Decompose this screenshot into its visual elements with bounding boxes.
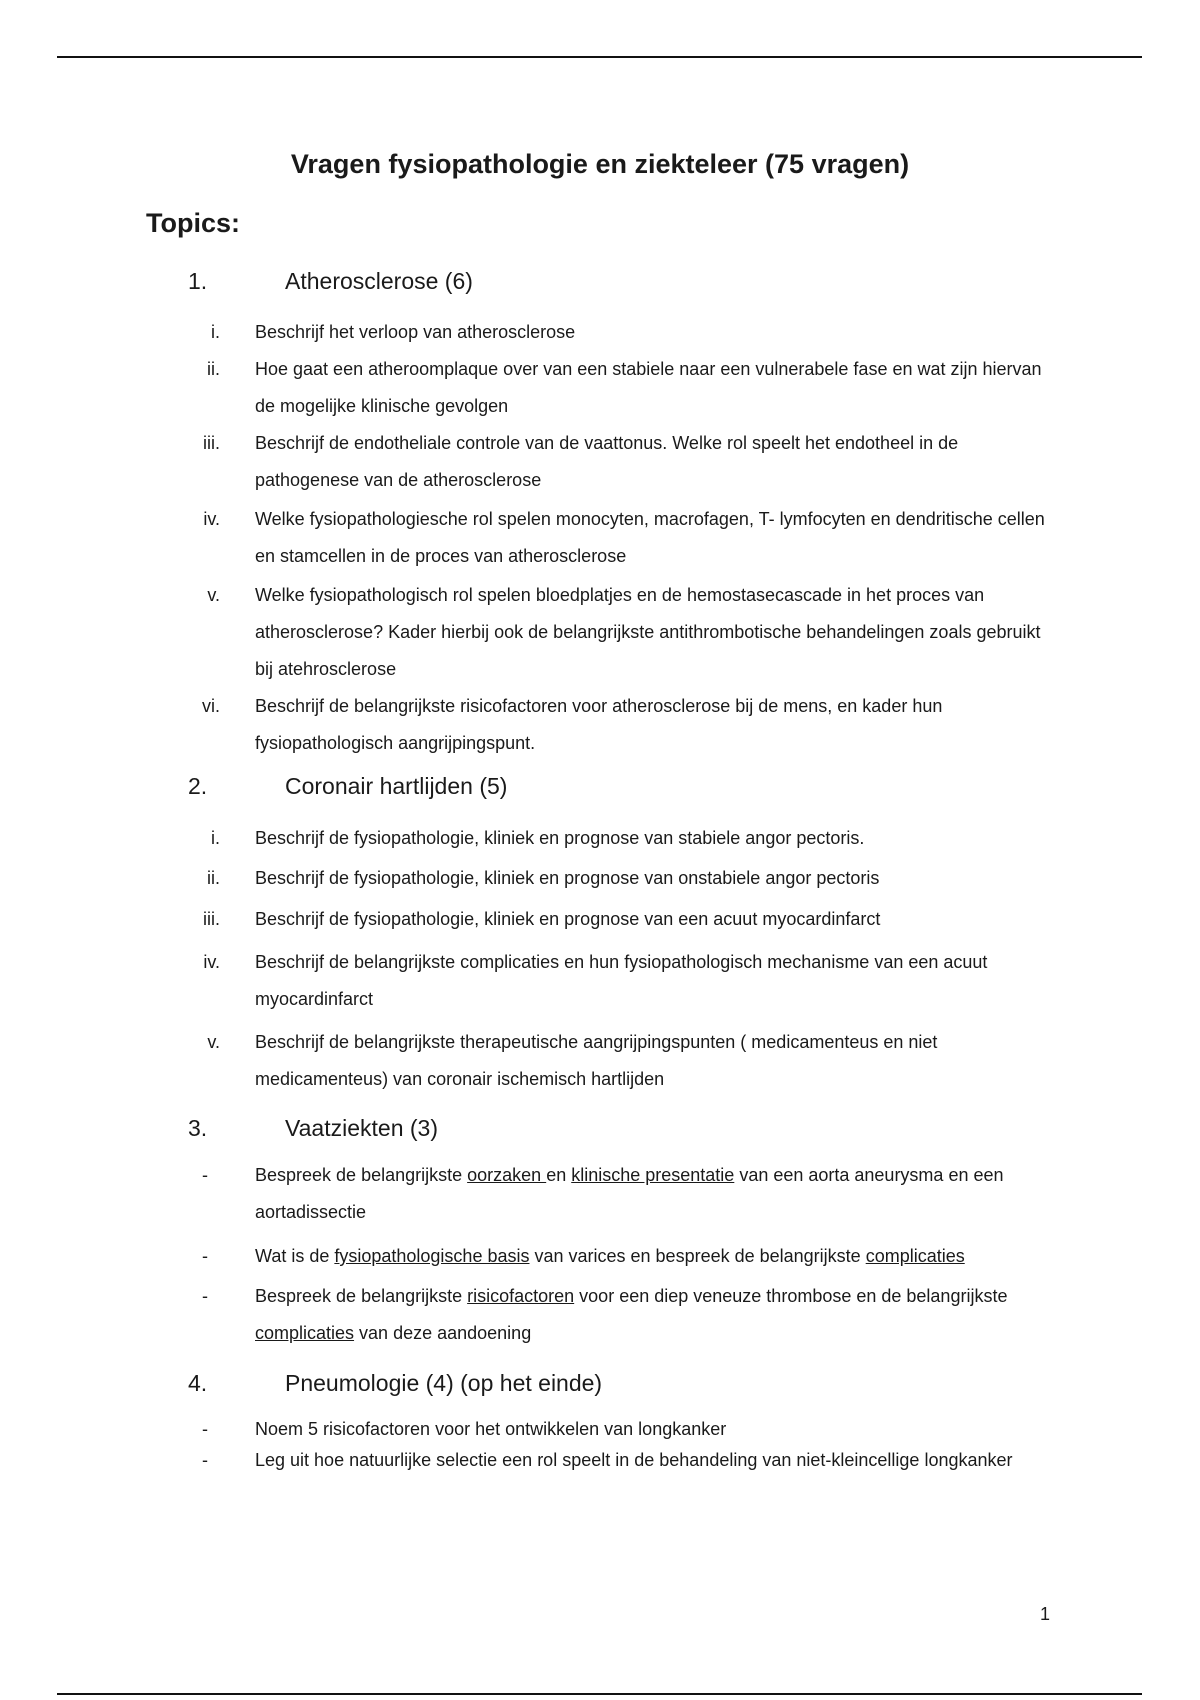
text-segment: Bespreek de belangrijkste (255, 1286, 468, 1306)
list-marker: i. (211, 322, 220, 342)
section-title: Vaatziekten (3) (285, 1115, 438, 1141)
text-segment: Wat is de (255, 1246, 335, 1266)
text-segment: van varices en bespreek de belangrijkste (529, 1246, 866, 1266)
question-text: Noem 5 risicofactoren voor het ontwikkelen van longkanker (255, 1419, 727, 1439)
list-marker: ii. (207, 868, 220, 888)
list-marker: v. (207, 585, 220, 605)
list-marker: ii. (207, 359, 220, 379)
header-rule (57, 56, 1142, 58)
document-title: Vragen fysiopathologie en ziekteleer (75 vragen) (290, 149, 910, 179)
question-text: Beschrijf de belangrijkste therapeutische aangrijpingspunten ( medicamenteus en niet medicamenteus) van coronair ischemisch hartlijden (255, 1032, 938, 1089)
list-marker: - (202, 1419, 208, 1439)
section-number: 1. (188, 268, 208, 294)
list-marker: iii. (203, 433, 220, 453)
underlined-term: fysiopathologische basis (334, 1246, 530, 1266)
text-segment: voor een diep veneuze thrombose en de belangrijkste (574, 1286, 1008, 1306)
question-text: Welke fysiopathologisch rol spelen bloedplatjes en de hemostasecascade in het proces van atherosclerose? Kader hierbij ook de belangrijkste antithrombotische behandelingen zoals gebruikt bij atehrosclerose (255, 585, 1041, 679)
list-marker: iv. (203, 509, 220, 529)
section-number: 3. (188, 1115, 208, 1141)
list-marker: iii. (203, 909, 220, 929)
question-text: Beschrijf de belangrijkste complicaties en hun fysiopathologisch mechanisme van een acuut myocardinfarct (255, 952, 988, 1009)
page-number: 1 (1040, 1604, 1051, 1624)
question-text: Beschrijf de endotheliale controle van de vaattonus. Welke rol speelt het endotheel in de pathogenese van de atherosclerose (255, 433, 959, 490)
footer-rule (57, 1693, 1142, 1695)
underlined-term: complicaties (865, 1246, 965, 1266)
question-text: Beschrijf de fysiopathologie, kliniek en prognose van stabiele angor pectoris. (255, 828, 865, 848)
question-text: Welke fysiopathologiesche rol spelen monocyten, macrofagen, T- lymfocyten en dendritische cellen en stamcellen in de proces van atherosclerose (255, 509, 1045, 566)
list-marker: - (202, 1450, 208, 1470)
list-marker: vi. (202, 696, 220, 716)
list-marker: - (202, 1286, 208, 1306)
question-text: Beschrijf de fysiopathologie, kliniek en prognose van een acuut myocardinfarct (255, 909, 881, 929)
underlined-term: oorzaken (467, 1165, 547, 1185)
question-text: Hoe gaat een atheroomplaque over van een stabiele naar een vulnerabele fase en wat zijn hiervan de mogelijke klinische gevolgen (255, 359, 1042, 416)
text-segment: van deze aandoening (354, 1323, 532, 1343)
section-title: Coronair hartlijden (5) (285, 773, 508, 799)
underlined-term: risicofactoren (467, 1286, 575, 1306)
underlined-term: klinische presentatie (571, 1165, 735, 1185)
section-number: 4. (188, 1370, 208, 1396)
question-text (255, 1278, 1055, 1352)
text-segment: en (546, 1165, 572, 1185)
section-title: Atherosclerose (6) (285, 268, 473, 294)
text-segment: van een aorta aneurysma en een aortadissectie (255, 1165, 1004, 1222)
section-title: Pneumologie (4) (op het einde) (285, 1370, 603, 1396)
underlined-term: complicaties (255, 1323, 355, 1343)
question-text (255, 1238, 1055, 1275)
list-marker: iv. (203, 952, 220, 972)
question-text: Beschrijf de fysiopathologie, kliniek en prognose van onstabiele angor pectoris (255, 868, 880, 888)
section-number: 2. (188, 773, 208, 799)
list-marker: - (202, 1246, 208, 1266)
question-text: Beschrijf de belangrijkste risicofactoren voor atherosclerose bij de mens, en kader hun fysiopathologisch aangrijpingspunt. (255, 696, 943, 753)
question-text: Leg uit hoe natuurlijke selectie een rol speelt in de behandeling van niet-kleincellige longkanker (255, 1450, 1013, 1470)
list-marker: - (202, 1165, 208, 1185)
list-marker: i. (211, 828, 220, 848)
list-marker: v. (207, 1032, 220, 1052)
text-segment: Bespreek de belangrijkste (255, 1165, 468, 1185)
topics-label: Topics: (146, 208, 240, 238)
question-text (255, 1157, 1055, 1231)
question-text: Beschrijf het verloop van atherosclerose (255, 322, 576, 342)
